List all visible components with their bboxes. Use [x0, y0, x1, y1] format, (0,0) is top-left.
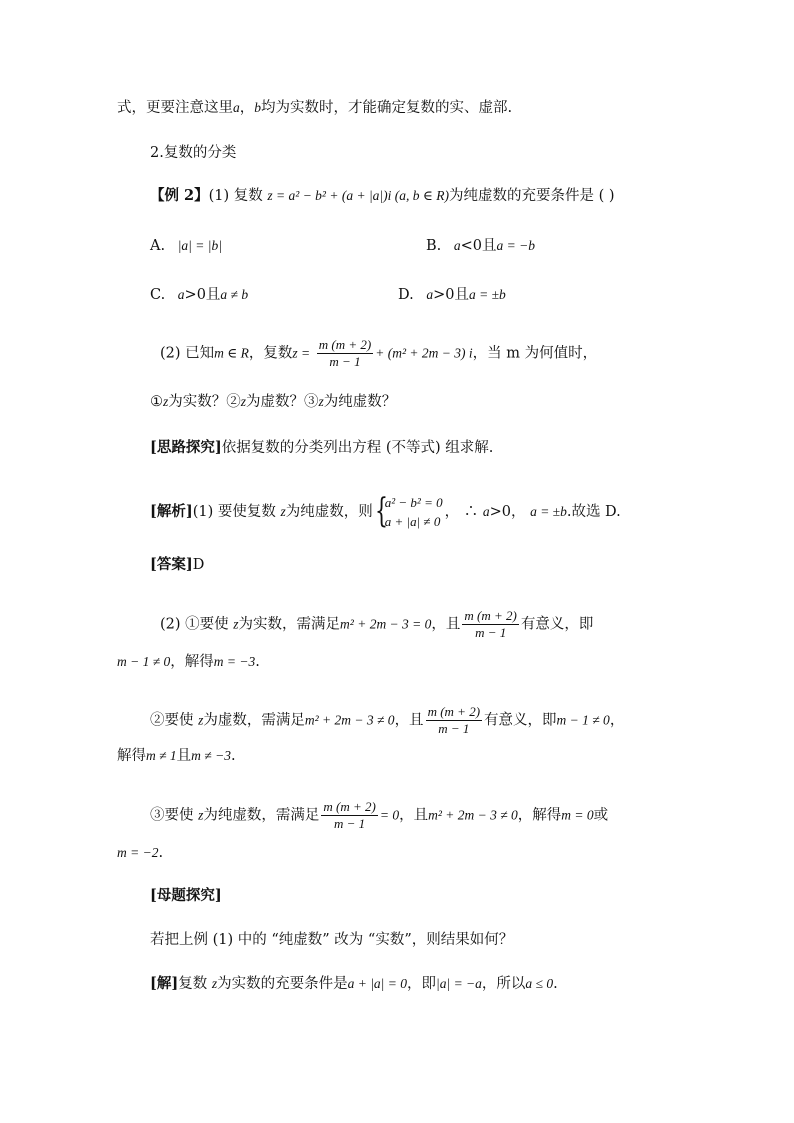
text: <0且: [460, 238, 497, 254]
numerator: m (m + 2): [427, 704, 481, 719]
mother-problem-solution: [150, 974, 558, 994]
text: >0且: [433, 287, 469, 303]
text: ，即: [407, 976, 437, 992]
text: ②要使: [150, 712, 194, 729]
option-d: [398, 285, 506, 305]
text: .: [255, 654, 260, 670]
text: ，解得: [517, 807, 562, 824]
text: 为纯虚数？: [323, 394, 397, 410]
mother-problem-label: [150, 886, 222, 906]
equation: a + |a| ≠ 0: [384, 514, 441, 529]
section-label: [母题探究]: [150, 887, 222, 904]
text: (2) 已知: [160, 345, 215, 362]
formula: a ≤ 0: [525, 976, 554, 991]
text: ，且: [399, 807, 429, 824]
solution-2-line-1: [150, 704, 624, 737]
solution-3-line-1: [150, 799, 608, 832]
fraction: [317, 337, 373, 370]
text: 为实数的充要条件是: [217, 976, 348, 992]
analysis: [150, 493, 621, 531]
text: ，当 m 为何值时，: [472, 345, 598, 362]
sub-questions: [150, 392, 396, 412]
denominator: m − 1: [438, 721, 470, 736]
text: ，: [609, 712, 625, 729]
text: .: [230, 748, 236, 764]
option-math: a = ±b: [468, 287, 506, 302]
var-z: z: [240, 394, 247, 409]
text: ，解得: [170, 654, 214, 670]
formula: m = −2: [117, 845, 159, 860]
option-math: a: [426, 287, 434, 302]
intro-line: [117, 98, 512, 118]
formula: m ∈ R: [214, 345, 249, 361]
option-math: a: [453, 238, 461, 253]
text: 有意义，即: [484, 712, 557, 729]
formula: m ≠ −3: [191, 748, 231, 763]
formula: m − 1 ≠ 0: [117, 654, 171, 669]
option-b: [426, 236, 535, 256]
text: 依据复数的分类列出方程 (不等式) 组求解.: [221, 440, 494, 456]
numerator: m (m + 2): [464, 608, 517, 623]
text: 为纯虚数的充要条件是 ( ): [448, 188, 615, 204]
text: ①: [150, 394, 163, 410]
solution-1-line-1: [160, 608, 593, 641]
text: ，且: [431, 616, 461, 633]
option-label: B.: [426, 238, 442, 254]
text: ，: [239, 100, 255, 116]
option-label: D.: [398, 287, 414, 303]
solution-1-line-2: [117, 652, 260, 672]
option-label: C.: [150, 287, 166, 303]
left-brace: {: [374, 491, 388, 531]
text: .: [158, 845, 164, 861]
option-math: |a| = |b|: [177, 238, 222, 253]
formula: z =: [292, 345, 311, 361]
text: ，复数: [248, 345, 293, 362]
part-2-question: [160, 337, 597, 370]
text: .: [553, 976, 558, 992]
option-math: a = −b: [496, 238, 535, 253]
text: (1) 要使复数: [192, 504, 276, 520]
fraction: [462, 608, 518, 641]
formula: z = a² − b² + (a + |a|)i (a, b ∈ R): [267, 188, 449, 203]
formula: a + |a| = 0: [347, 976, 408, 991]
option-math: a: [177, 287, 185, 302]
solution-3-line-2: [117, 843, 163, 863]
var-a: a: [233, 100, 240, 115]
option-c: [150, 285, 248, 305]
text: >0，: [489, 504, 526, 520]
answer: [150, 555, 204, 575]
formula: = 0: [379, 807, 400, 823]
var-b: b: [254, 100, 261, 115]
section-heading: 2.复数的分类: [150, 145, 237, 161]
formula: m = 0: [561, 807, 594, 823]
text: 均为实数时，才能确定复数的实、虚部.: [261, 100, 513, 116]
formula: a: [482, 504, 490, 519]
equation: a² − b² = 0: [384, 495, 443, 510]
text: (2) ①要使: [160, 616, 229, 633]
option-math: a ≠ b: [220, 287, 249, 302]
solution-2-line-2: [117, 746, 236, 766]
var-z: z: [318, 394, 324, 409]
var-z: z: [198, 807, 204, 823]
formula: m ≠ 1: [146, 748, 177, 763]
example-2-question: [150, 186, 615, 206]
text: ，: [444, 504, 460, 520]
formula: m = −3: [213, 654, 256, 669]
text: (1) 复数: [208, 188, 263, 204]
var-z: z: [233, 616, 239, 632]
text: 为纯虚数，则: [285, 504, 373, 520]
text: 复数: [178, 976, 208, 992]
section-label: [思路探究]: [150, 439, 222, 456]
formula: m² + 2m − 3 ≠ 0: [304, 712, 395, 728]
answer-value: D: [192, 557, 205, 573]
mother-problem-question: 若把上例 (1) 中的 “纯虚数” 改为 “实数”，则结果如何？: [150, 932, 514, 948]
section-label: [答案]: [150, 556, 193, 573]
text: ，且: [394, 712, 424, 729]
therefore-symbol: ∴: [463, 504, 479, 520]
section-label: [解]: [150, 975, 179, 992]
option-a: [150, 236, 222, 256]
var-z: z: [163, 394, 169, 409]
text: 或: [593, 807, 609, 824]
text: 为实数？②: [168, 394, 241, 410]
thinking-explore: [150, 438, 493, 458]
text: ③要使: [150, 807, 194, 824]
formula: m² + 2m − 3 = 0: [340, 616, 432, 632]
formula: a = ±b: [530, 504, 567, 519]
text: .故选 D.: [566, 504, 621, 520]
text: 式，更要注意这里: [117, 100, 233, 116]
var-z: z: [280, 504, 286, 519]
text: 有意义，即: [520, 616, 594, 633]
numerator: m (m + 2): [318, 337, 372, 352]
numerator: m (m + 2): [323, 799, 376, 814]
fraction: [321, 799, 377, 832]
var-z: z: [211, 976, 218, 991]
formula: |a| = −a: [436, 976, 482, 991]
formula: m − 1 ≠ 0: [556, 712, 610, 728]
text: 且: [176, 748, 192, 764]
denominator: m − 1: [334, 816, 366, 831]
text: 为纯虚数，需满足: [203, 807, 320, 824]
section-label: [解析]: [150, 503, 193, 520]
fraction: [426, 704, 482, 737]
text: ，所以: [481, 976, 526, 992]
text: >0且: [184, 287, 221, 303]
text: 为虚数？③: [246, 394, 319, 410]
text: 为虚数，需满足: [203, 712, 305, 729]
example-tag: 【例 2】: [150, 187, 209, 204]
option-label: A.: [150, 238, 166, 254]
text: 解得: [117, 748, 146, 764]
equation-system: [375, 493, 443, 531]
text: 为实数，需满足: [238, 616, 341, 633]
denominator: m − 1: [329, 354, 361, 369]
formula: + (m² + 2m − 3) i: [375, 345, 473, 361]
var-z: z: [198, 712, 204, 728]
denominator: m − 1: [475, 625, 507, 640]
formula: m² + 2m − 3 ≠ 0: [428, 807, 518, 823]
